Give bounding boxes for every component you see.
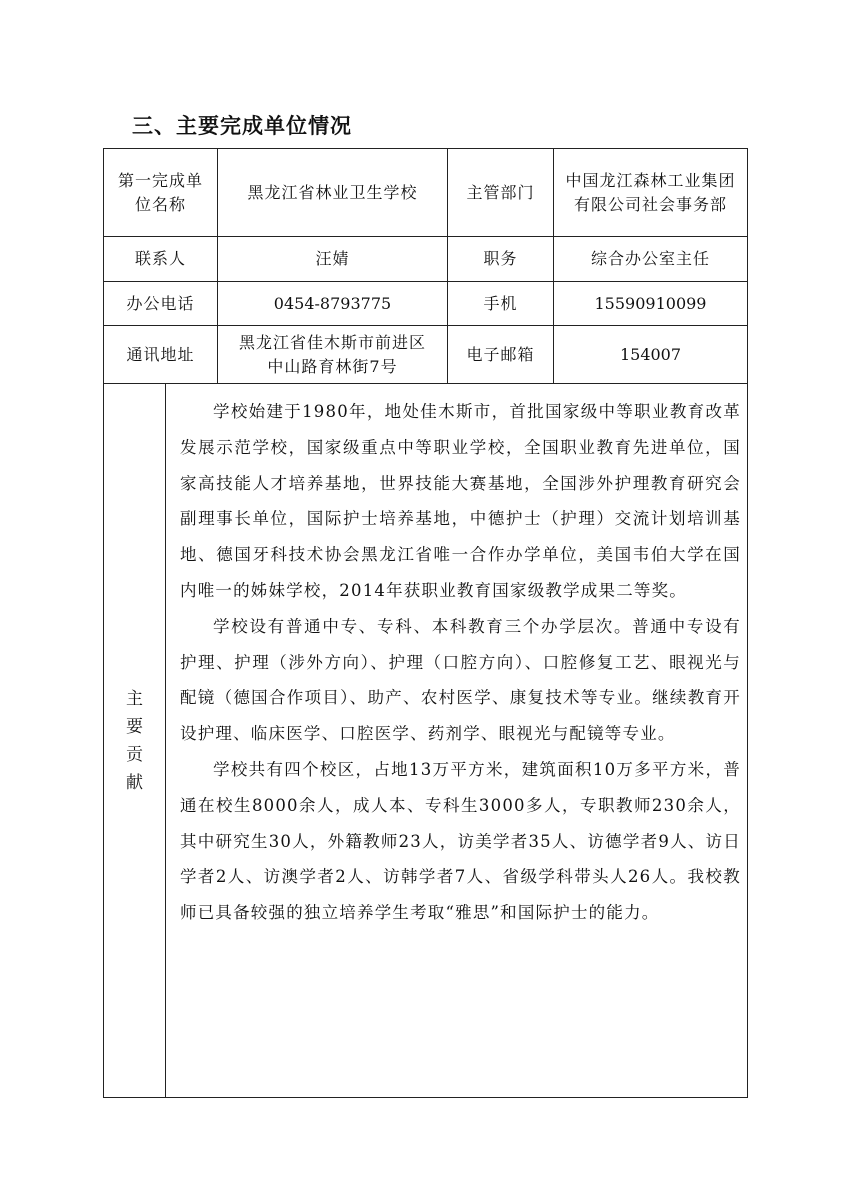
- mobile-label: 手机: [448, 282, 554, 326]
- section-title: 三、主要完成单位情况: [132, 114, 352, 138]
- address-label: 通讯地址: [104, 326, 218, 384]
- contribution-label-char: 要: [126, 716, 143, 737]
- contribution-label-char: 主: [126, 688, 143, 709]
- contribution-paragraph: 学校设有普通中专、专科、本科教育三个办学层次。普通中专设有护理、护理（涉外方向）、护理（口腔方向）、口腔修复工艺、眼视光与配镜（德国合作项目）、助产、农村医学、康复技术等专业。继续教育开设护理、临床医学、口腔医学、药剂学、眼视光与配镜等专业。: [180, 616, 741, 744]
- contribution-label: [104, 384, 166, 1097]
- contact-value: 汪婧: [218, 237, 448, 282]
- contribution-wrap: [104, 384, 747, 1097]
- email-value: 154007: [554, 326, 748, 384]
- table-row-contact: [104, 237, 748, 282]
- contribution-paragraph: 学校共有四个校区，占地13万平方米，建筑面积10万多平方米，普通在校生8000余人，成人本、专科生3000多人，专职教师230余人，其中研究生30人，外籍教师23人，访美学者35人、访德学者9人、访日学者2人、访澳学者2人、访韩学者7人、省级学科带头人26人。我校教师已具备较强的独立培养学生考取“雅思”和国际护士的能力。: [180, 759, 741, 923]
- office-phone-label: 办公电话: [104, 282, 218, 326]
- contribution-cell: [104, 384, 748, 1098]
- office-phone-value: 0454-8793775: [218, 282, 448, 326]
- table-row-unit-name: [104, 149, 748, 237]
- contribution-label-char: 献: [126, 772, 143, 793]
- contribution-body: [166, 384, 747, 1097]
- position-value: 综合办公室主任: [554, 237, 748, 282]
- department-value: 中国龙江森林工业集团有限公司社会事务部: [554, 149, 748, 237]
- position-label: 职务: [448, 237, 554, 282]
- department-label: 主管部门: [448, 149, 554, 237]
- email-label: 电子邮箱: [448, 326, 554, 384]
- table-row-address: [104, 326, 748, 384]
- contribution-label-char: 贡: [126, 744, 143, 765]
- table-row-contribution: [104, 384, 748, 1098]
- mobile-value: 15590910099: [554, 282, 748, 326]
- table-row-phone: [104, 282, 748, 326]
- address-value: 黑龙江省佳木斯市前进区中山路育林街7号: [218, 326, 448, 384]
- contribution-paragraph: 学校始建于1980年，地处佳木斯市，首批国家级中等职业教育改革发展示范学校，国家级重点中等职业学校，全国职业教育先进单位，国家高技能人才培养基地，世界技能大赛基地，全国涉外护理教育研究会副理事长单位，国际护士培养基地，中德护士（护理）交流计划培训基地、德国牙科技术协会黑龙江省唯一合作办学单位，美国韦伯大学在国内唯一的姊妹学校，2014年获职业教育国家级教学成果二等奖。: [180, 402, 741, 600]
- contact-label: 联系人: [104, 237, 218, 282]
- unit-info-table: [103, 148, 748, 1098]
- unit-name-label: 第一完成单位名称: [104, 149, 218, 237]
- unit-name-value: 黑龙江省林业卫生学校: [218, 149, 448, 237]
